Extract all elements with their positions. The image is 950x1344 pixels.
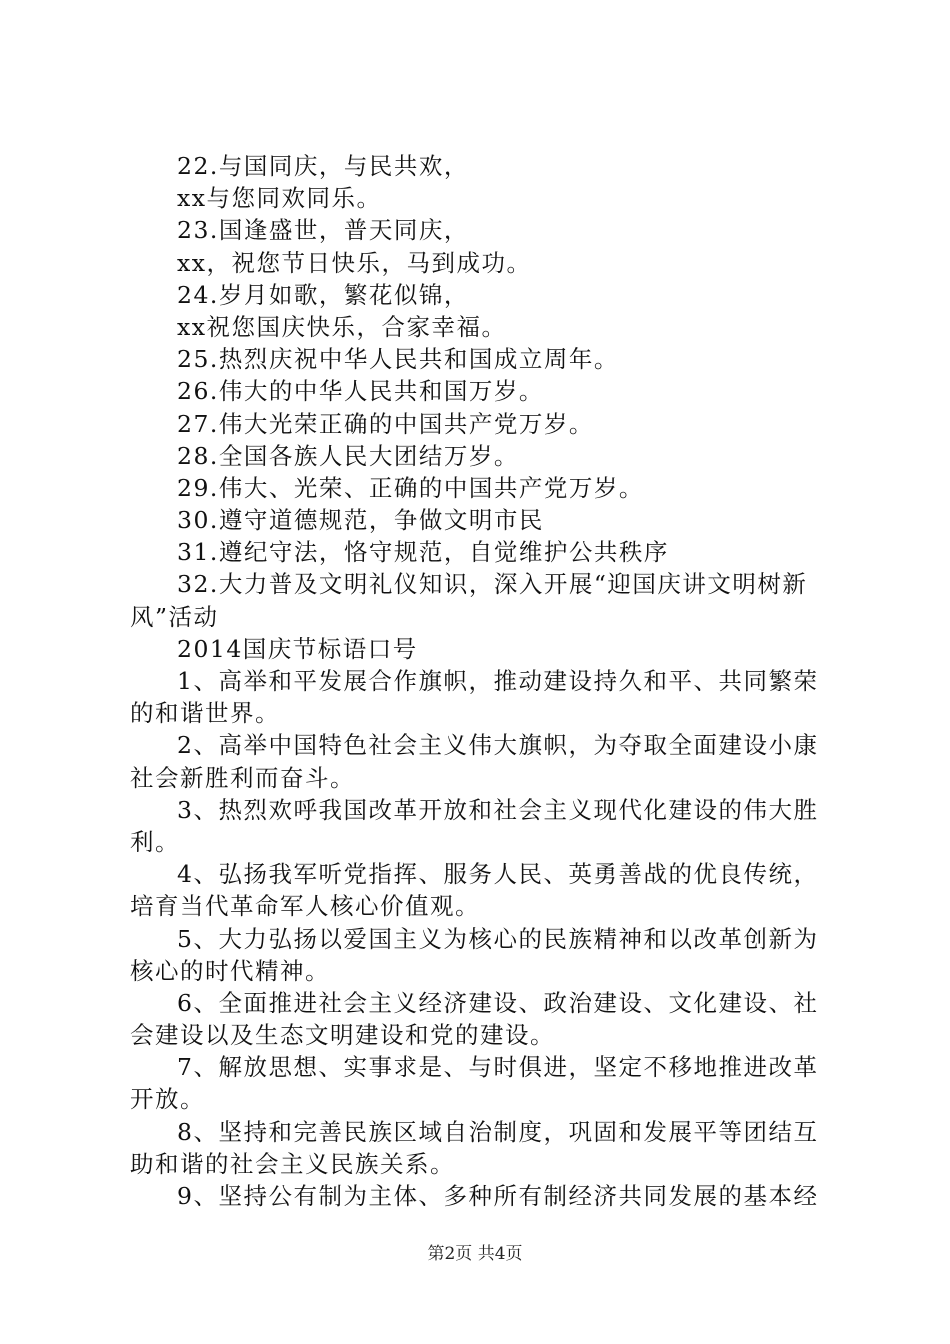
text-line: xx，祝您节日快乐，马到成功。 <box>177 248 532 277</box>
text-line: 22.与国同庆，与民共欢， <box>177 152 469 180</box>
text-line: 核心的时代精神。 <box>130 956 330 985</box>
text-line: 5、大力弘扬以爱国主义为核心的民族精神和以改革创新为 <box>177 924 819 953</box>
text-line: 3、热烈欢呼我国改革开放和社会主义现代化建设的伟大胜 <box>177 795 819 824</box>
text-line: 26.伟大的中华人民共和国万岁。 <box>177 377 544 406</box>
page-footer: 第2页 共4页 <box>427 1244 523 1264</box>
text-line: 培育当代革命军人核心价值观。 <box>130 892 480 921</box>
text-line: 1、高举和平发展合作旗帜，推动建设持久和平、共同繁荣 <box>177 667 819 695</box>
text-line: 2014国庆节标语口号 <box>177 634 418 663</box>
text-line: 29.伟大、光荣、正确的中国共产党万岁。 <box>177 473 644 502</box>
text-line: 24.岁月如歌，繁花似锦， <box>177 280 469 309</box>
text-line: 9、坚持公有制为主体、多种所有制经济共同发展的基本经 <box>177 1182 819 1210</box>
text-line: 社会新胜利而奋斗。 <box>130 763 355 792</box>
text-line: 助和谐的社会主义民族关系。 <box>130 1149 455 1178</box>
document-body <box>130 150 832 1212</box>
text-line: 32.大力普及文明礼仪知识，深入开展“迎国庆讲文明树新 <box>177 570 808 599</box>
text-line: 27.伟大光荣正确的中国共产党万岁。 <box>177 409 594 438</box>
text-line: 会建设以及生态文明建设和党的建设。 <box>130 1021 555 1050</box>
text-line: 6、全面推进社会主义经济建设、政治建设、文化建设、社 <box>177 988 819 1017</box>
text-line: xx祝您国庆快乐，合家幸福。 <box>177 312 507 341</box>
text-line: 28.全国各族人民大团结万岁。 <box>177 441 519 470</box>
text-line: 4、弘扬我军听党指挥、服务人民、英勇善战的优良传统， <box>177 860 819 889</box>
text-line: 23.国逢盛世，普天同庆， <box>177 216 469 245</box>
text-line: 31.遵纪守法，恪守规范，自觉维护公共秩序 <box>177 538 669 567</box>
text-line: 2、高举中国特色社会主义伟大旗帜，为夺取全面建设小康 <box>177 731 819 760</box>
text-line: 8、坚持和完善民族区域自治制度，巩固和发展平等团结互 <box>177 1117 819 1146</box>
text-line: xx与您同欢同乐。 <box>177 184 382 213</box>
text-line: 30.遵守道德规范，争做文明市民 <box>177 506 544 535</box>
text-line: 的和谐世界。 <box>130 699 280 728</box>
text-line: 25.热烈庆祝中华人民共和国成立周年。 <box>177 345 619 374</box>
text-line: 风”活动 <box>130 602 219 631</box>
text-line: 开放。 <box>130 1085 205 1114</box>
text-line: 利。 <box>130 827 180 856</box>
text-line: 7、解放思想、实事求是、与时俱进，坚定不移地推进改革 <box>177 1053 819 1082</box>
